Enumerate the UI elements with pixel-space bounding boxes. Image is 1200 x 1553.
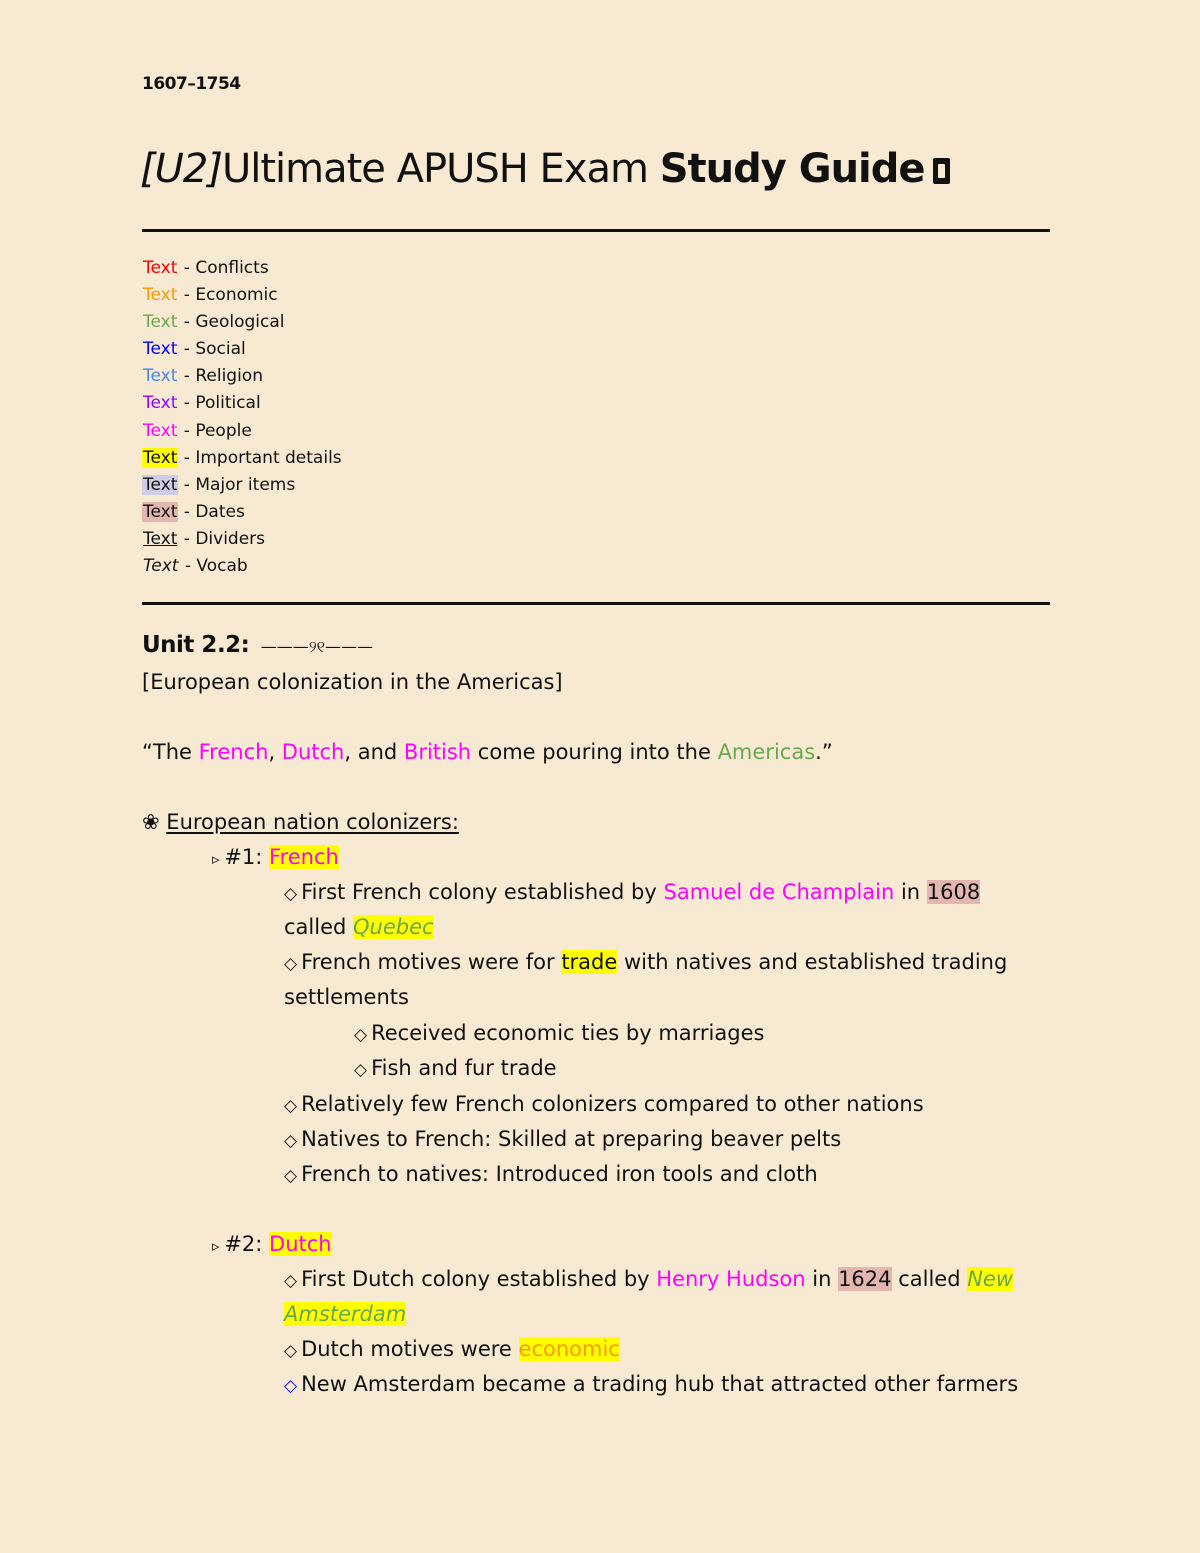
bullet-text: Relatively few French colonizers compared to other nations xyxy=(301,1092,924,1116)
unit-heading xyxy=(142,632,373,658)
title-main: Ultimate APUSH Exam xyxy=(221,146,660,192)
bullet-text: with natives and established trading xyxy=(617,950,1008,974)
bullet-text: French to natives: Introduced iron tools and cloth xyxy=(301,1162,818,1186)
list-item xyxy=(284,1337,620,1361)
legend-label: - People xyxy=(178,420,252,441)
legend-row xyxy=(142,363,342,390)
diamond-icon: ◇ xyxy=(354,1025,368,1045)
legend-sample: Text xyxy=(143,501,178,522)
unit-tag: [U2] xyxy=(140,146,222,192)
diamond-icon: ◇ xyxy=(284,1376,298,1396)
bullet-text: Fish and fur trade xyxy=(371,1056,557,1080)
unit-label: Unit 2.2: xyxy=(142,632,250,658)
bullet-text: Received economic ties by marriages xyxy=(371,1021,765,1045)
unit-decoration: ———୨୧——— xyxy=(260,637,374,656)
diamond-icon: ◇ xyxy=(284,1271,298,1291)
period-label: 1607–1754 xyxy=(142,74,241,94)
color-legend xyxy=(142,255,342,580)
bullet-text: called xyxy=(284,915,354,939)
diamond-icon: ◇ xyxy=(284,1131,298,1151)
legend-row xyxy=(142,282,342,309)
nation-name: Dutch xyxy=(269,1232,332,1256)
legend-sample: Text xyxy=(143,556,179,577)
legend-label: - Vocab xyxy=(179,556,248,577)
legend-sample: Text xyxy=(143,447,178,468)
important-term: trade xyxy=(561,950,618,974)
legend-label: - Geological xyxy=(178,312,285,333)
list-item xyxy=(284,880,980,904)
page-title xyxy=(140,146,950,192)
legend-row xyxy=(142,553,342,580)
legend-label: - Conflicts xyxy=(178,258,269,278)
nation-item-french xyxy=(212,845,339,869)
list-item-continued xyxy=(284,915,434,939)
triangle-icon: ▹ xyxy=(212,850,225,868)
sub-list-item xyxy=(354,1021,764,1045)
date-value: 1624 xyxy=(838,1267,892,1291)
legend-row xyxy=(142,309,342,336)
list-item xyxy=(284,950,1007,974)
list-item-continued: settlements xyxy=(284,985,409,1009)
diamond-icon: ◇ xyxy=(284,1166,298,1186)
legend-row xyxy=(142,499,342,526)
date-value: 1608 xyxy=(926,880,981,904)
unit-subtitle: [European colonization in the Americas] xyxy=(142,670,563,694)
quote-text: , and xyxy=(344,740,404,764)
legend-sample: Text xyxy=(143,312,178,333)
legend-sample: Text xyxy=(143,393,178,414)
quote-french: French xyxy=(198,740,269,764)
list-item xyxy=(284,1162,818,1186)
quote-text: come pouring into the xyxy=(471,740,718,764)
list-item xyxy=(284,1092,924,1116)
legend-label: - Social xyxy=(178,339,246,360)
divider-top xyxy=(142,229,1050,232)
person-name: Henry Hudson xyxy=(656,1267,806,1291)
quote-text: “The xyxy=(142,740,199,764)
nation-number: #1: xyxy=(224,845,270,869)
list-item xyxy=(284,1372,1018,1396)
diamond-icon: ◇ xyxy=(354,1060,368,1080)
legend-sample: Text xyxy=(143,420,178,441)
divider-bottom xyxy=(142,602,1050,605)
nation-name: French xyxy=(269,845,339,869)
quote-americas: Americas xyxy=(717,740,816,764)
legend-sample: Text xyxy=(143,285,178,306)
bullet-text: Dutch motives were xyxy=(301,1337,519,1361)
book-icon xyxy=(933,158,950,184)
nation-item-dutch xyxy=(212,1232,332,1256)
list-item xyxy=(284,1267,1013,1291)
legend-row xyxy=(142,336,342,363)
vocab-term: New xyxy=(967,1267,1014,1291)
legend-row xyxy=(142,390,342,417)
legend-row xyxy=(142,418,342,445)
bullet-text: in xyxy=(805,1267,839,1291)
bullet-text: called xyxy=(891,1267,968,1291)
legend-label: - Religion xyxy=(178,366,263,387)
vocab-term: Amsterdam xyxy=(284,1302,407,1326)
legend-row xyxy=(142,255,342,282)
intro-quote xyxy=(142,740,833,764)
legend-sample: Text xyxy=(143,339,178,360)
legend-label: - Dates xyxy=(178,501,245,522)
quote-text: , xyxy=(268,740,282,764)
quote-dutch: Dutch xyxy=(281,740,345,764)
flower-icon: ❀ xyxy=(142,810,160,834)
legend-row xyxy=(142,445,342,472)
legend-sample: Text xyxy=(143,528,178,549)
title-bold: Study Guide xyxy=(659,146,925,192)
legend-label: - Major items xyxy=(178,474,296,495)
bullet-text: First Dutch colony established by xyxy=(301,1267,657,1291)
legend-sample: Text xyxy=(143,258,178,278)
list-item xyxy=(284,1127,841,1151)
quote-british: British xyxy=(403,740,472,764)
important-term: economic xyxy=(518,1337,620,1361)
person-name: Samuel de Champlain xyxy=(663,880,895,904)
vocab-term: Quebec xyxy=(353,915,434,939)
bullet-text: Natives to French: Skilled at preparing beaver pelts xyxy=(301,1127,842,1151)
legend-label: - Important details xyxy=(178,447,342,468)
diamond-icon: ◇ xyxy=(284,1341,298,1361)
bullet-text: First French colony established by xyxy=(301,880,664,904)
quote-text: .” xyxy=(815,740,833,764)
section-heading xyxy=(142,810,459,834)
list-item-continued xyxy=(284,1302,406,1326)
legend-sample: Text xyxy=(143,474,178,495)
bullet-text: New Amsterdam became a trading hub that attracted other farmers xyxy=(301,1372,1019,1396)
sub-list-item xyxy=(354,1056,557,1080)
legend-label: - Economic xyxy=(178,285,278,306)
diamond-icon: ◇ xyxy=(284,884,298,904)
legend-sample: Text xyxy=(143,366,178,387)
diamond-icon: ◇ xyxy=(284,1096,298,1116)
legend-label: - Political xyxy=(178,393,261,414)
legend-label: - Dividers xyxy=(178,528,266,549)
nation-number: #2: xyxy=(224,1232,270,1256)
legend-row xyxy=(142,472,342,499)
section-heading-text: European nation colonizers: xyxy=(166,810,459,834)
bullet-text: in xyxy=(894,880,927,904)
bullet-text: French motives were for xyxy=(301,950,562,974)
diamond-icon: ◇ xyxy=(284,954,298,974)
legend-row xyxy=(142,526,342,553)
triangle-icon: ▹ xyxy=(212,1237,225,1255)
